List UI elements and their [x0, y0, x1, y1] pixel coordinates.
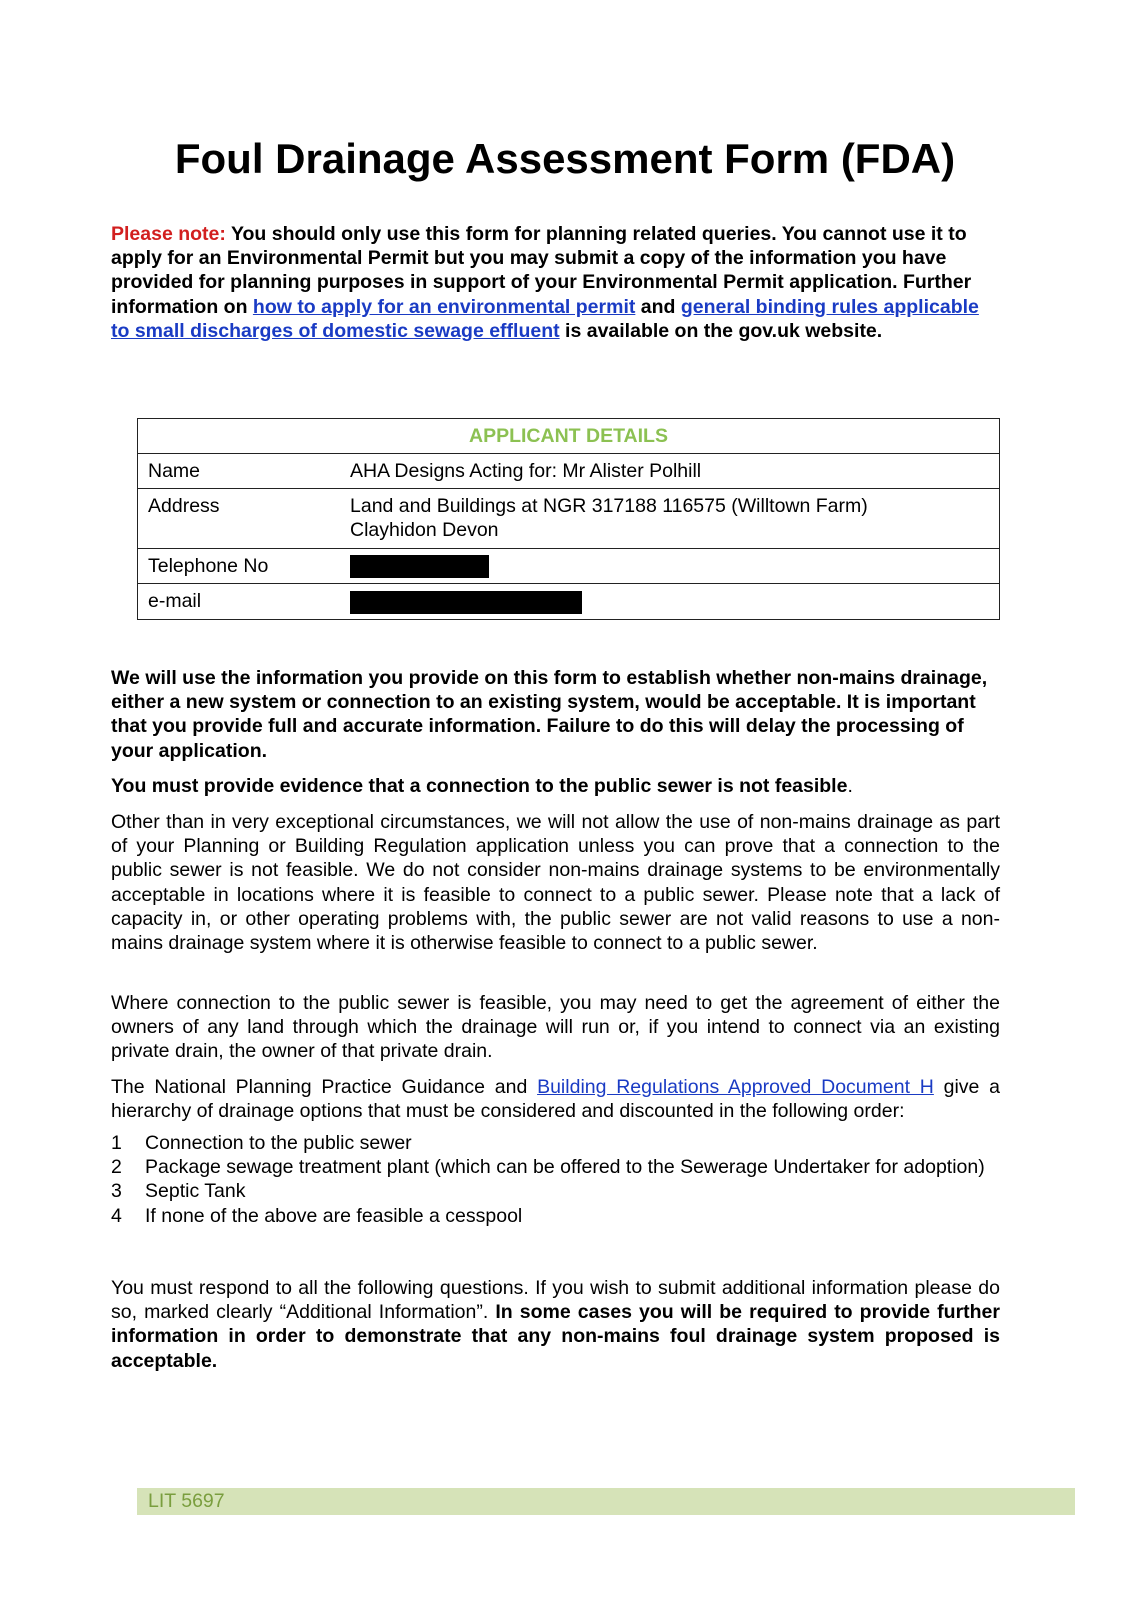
respond-bold-text: In some cases you will be required to provide further information in order to demonstrate that any non-mains foul drainage system proposed is acceptable.	[111, 1301, 1000, 1372]
respond-questions-paragraph	[111, 1276, 1000, 1373]
hierarchy-intro-paragraph	[111, 1075, 1000, 1123]
email-value	[340, 584, 1000, 619]
list-item	[111, 1131, 1000, 1155]
hierarchy-intro-text-2: give a hierarchy of drainage options that must be considered and discounted in the following order:	[111, 1076, 1001, 1123]
list-item-text: If none of the above are feasible a cesspool	[145, 1204, 523, 1227]
list-item-number: 1	[111, 1132, 122, 1154]
address-line-1: Land and Buildings at NGR 317188 116575 (Willtown Farm)	[350, 495, 868, 517]
note-text-1: You should only use this form for planning related queries. You cannot use it to apply for an Environmental Permit but you may submit a copy of the information you have provided for planning purposes in support of your Environmental Permit application. Further information on	[111, 223, 972, 318]
applicant-details-heading: APPLICANT DETAILS	[138, 419, 1000, 454]
note-label: Please note:	[111, 223, 226, 245]
page-title: Foul Drainage Assessment Form (FDA)	[174, 135, 956, 182]
list-item-text: Septic Tank	[145, 1180, 246, 1203]
footer-doc-reference: LIT 5697	[137, 1488, 1075, 1515]
address-line-2: Clayhidon Devon	[350, 519, 499, 541]
list-item	[111, 1204, 1000, 1228]
name-value: AHA Designs Acting for: Mr Alister Polhill	[340, 454, 1000, 489]
address-value	[340, 489, 1000, 549]
list-item-text: Connection to the public sewer	[145, 1132, 412, 1154]
note-text-3: is available on the gov.uk website.	[559, 319, 883, 342]
list-item	[111, 1155, 1000, 1179]
evidence-end: .	[847, 775, 853, 797]
general-binding-rules-link[interactable]: general binding rules applicable to small discharges of domestic sewage effluent	[111, 295, 979, 342]
environmental-permit-link[interactable]: how to apply for an environmental permit	[252, 295, 636, 318]
list-item-number: 3	[111, 1180, 122, 1203]
telephone-redaction	[350, 555, 489, 578]
telephone-value	[340, 549, 1000, 584]
connection-agreement-paragraph: Where connection to the public sewer is feasible, you may need to get the agreement of either the owners of any land through which the drainage will run or, if you intend to connect via an existing private drain, the owner of that private drain.	[111, 992, 1000, 1063]
approved-document-h-link[interactable]: Building Regulations Approved Document H	[537, 1076, 934, 1098]
telephone-label: Telephone No	[138, 549, 341, 584]
evidence-paragraph	[111, 774, 1000, 798]
info-usage-paragraph: We will use the information you provide on this form to establish whether non-mains drainage, either a new system or connection to an existing system, would be acceptable. It is important that you provide full and accurate information. Failure to do this will delay the processing of your application.	[111, 667, 988, 762]
name-label: Name	[138, 454, 341, 489]
evidence-text: You must provide evidence that a connection to the public sewer is not feasible	[111, 775, 848, 797]
planning-note	[111, 222, 1001, 343]
drainage-hierarchy-list	[111, 1131, 1000, 1228]
applicant-details-table	[137, 418, 1000, 620]
hierarchy-intro-text-1: The National Planning Practice Guidance and	[111, 1076, 538, 1098]
list-item-text: Package sewage treatment plant (which can be offered to the Sewerage Undertaker for adoption)	[145, 1156, 985, 1179]
note-text-2: and	[635, 295, 681, 318]
list-item	[111, 1179, 1000, 1203]
list-item-number: 2	[111, 1156, 122, 1179]
address-label: Address	[138, 489, 341, 549]
list-item-number: 4	[111, 1204, 122, 1227]
exceptional-circumstances-paragraph: Other than in very exceptional circumstances, we will not allow the use of non-mains drainage as part of your Planning or Building Regulation application unless you can prove that a connection to the public sewer is not feasible. We do not consider non-mains drainage systems to be environmentally acceptable in locations where it is feasible to connect to a public sewer. Please note that a lack of capacity in, or other operating problems with, the public sewer are not valid reasons to use a non-mains drainage system where it is otherwise feasible to connect to a public sewer.	[111, 811, 1000, 955]
respond-normal-text: You must respond to all the following questions. If you wish to submit additional information please do so, marked clearly “Additional Information”.	[111, 1277, 1000, 1324]
email-label: e-mail	[138, 584, 341, 619]
email-redaction	[350, 591, 582, 614]
